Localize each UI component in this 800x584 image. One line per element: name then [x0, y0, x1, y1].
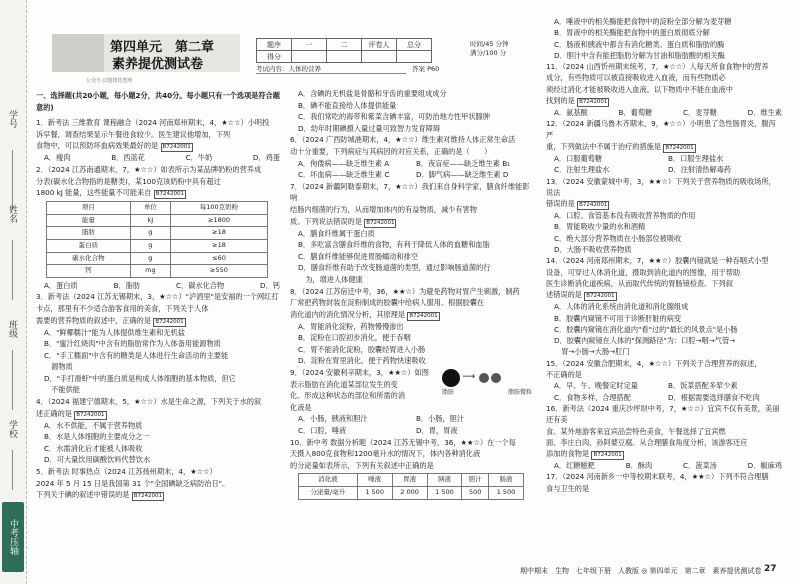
question-6 [290, 134, 534, 180]
table-cell: ≤60 [170, 252, 267, 265]
option: C．牛奶 [185, 153, 213, 163]
question-4 [36, 396, 280, 466]
q-line: 6．（2024 广西防城港期末，4，★☆☆）维生素对维持人体正常生命活 [290, 135, 516, 145]
option: C．胃不能消化淀粉，胶囊经胃进入小肠 [298, 344, 426, 354]
option: D．幼年时期碘摄入量过量可致智力发育障碍 [298, 123, 441, 133]
option: B．小肠，胆汁 [416, 414, 465, 424]
option: D．可大量饮用碳酸饮料代替饮水 [44, 455, 151, 465]
option: C．菠菜汤 [683, 461, 717, 471]
table-cell: 胆汁 [462, 474, 489, 487]
question-8 [290, 286, 534, 368]
time-limit: 时间/45 分钟 [470, 40, 509, 48]
table-cell: 钙 [47, 265, 131, 278]
q-line: 述正确的是 [36, 408, 72, 418]
label-school: 学校 [7, 420, 17, 438]
q-line: 结肠内细菌的行为，从而增加体内的有益物质，减少有害物 [290, 204, 477, 214]
q-line: 13．（2024 安徽蒙城中考，3，★★☆）下列关于营养物质的吸收场所，说法 [546, 176, 776, 197]
option: 源物质 [44, 362, 73, 372]
arrow-right-icon: ⟶ [462, 372, 476, 383]
option: D．胃，胃液 [416, 426, 458, 436]
score-cell [292, 51, 327, 63]
exam-meta [470, 40, 509, 58]
table-cell: 蛋白质 [47, 239, 131, 252]
option: A．佝偻病——缺乏维生素 A [298, 158, 390, 168]
question-14 [546, 255, 782, 357]
title-banner [52, 34, 240, 72]
label-name: 姓名 [7, 205, 17, 223]
score-cell: 题序 [257, 39, 292, 51]
score-table [256, 38, 432, 63]
score-cell: 二 [327, 39, 362, 51]
code-box: B7242001 [162, 144, 191, 151]
option: C．胶囊内窥镜在消化道内"看"过的"最长的风景点"是小肠 [554, 324, 738, 334]
question-9 [290, 367, 534, 437]
fat-diagram [442, 369, 532, 399]
option: D．胶囊内窥镜在人体的"探测路径"为：口腔→咽→气管→ [554, 336, 736, 346]
q-line: 14．（2024 河南郑州期末，7，★★☆）胶囊内镜就是一种吞咽式小型 [546, 256, 769, 266]
question-13 [546, 176, 782, 256]
banner-illustration [52, 34, 104, 72]
code-box: B7242001 [133, 493, 163, 500]
option: B．胃能吸收少量的水和酒精 [554, 222, 646, 232]
score-cell [362, 51, 397, 63]
q-line: 医生诊断消化道疾病，从而取代传统的胃肠镜检查。下列叙 [546, 278, 733, 288]
option: C．坏血病——缺乏维生素 C [298, 170, 390, 180]
table-cell: 项目 [47, 202, 131, 215]
code-box: B7242001 [593, 452, 622, 459]
title-line-2: 素养提优测试卷 [112, 57, 204, 72]
fill-line [12, 350, 13, 410]
q-line: 7．（2024 新疆阿勒泰期末，7，★☆☆）我们来自身科学家，膳食纤维能影响 [290, 181, 530, 203]
option: C．绝大部分营养物质在小肠部位被吸收 [554, 233, 682, 243]
option: D．淀粉在胃里消化，便于药物快速吸收 [298, 356, 426, 366]
option: B．淀粉在口腔初步消化，便于吞咽 [298, 333, 411, 343]
q-line: 2024 年 5 月 15 日是我国第 31 个"全国碘缺乏病防治日"。 [36, 478, 230, 488]
table-cell: 碳水化合物 [47, 252, 131, 265]
code-box: B7242001 [366, 219, 395, 226]
q-line: 质。下列说法错误的是 [290, 216, 362, 226]
code-box: B7242001 [579, 202, 608, 209]
code-box: B7242001 [665, 144, 694, 151]
table-cell: 唾液 [357, 474, 392, 487]
table-cell: g [130, 239, 170, 252]
option: D．大肠不吸收营养物质 [554, 245, 632, 255]
q-line: 下列关于碘的叙述中错误的是 [36, 490, 130, 500]
option: C．食物多样，合理搭配 [554, 392, 631, 402]
question-16 [546, 403, 782, 471]
q-line: 天摄入800克食物和1200毫升水的情况下，体内各种消化液 [290, 449, 481, 459]
option: C．碳水化合物 [175, 280, 225, 290]
score-cell: 得分 [257, 51, 292, 63]
banner-subtitle: 公众号·试题精选整理 [86, 78, 133, 84]
option: A．瘦肉 [44, 153, 71, 163]
option: A．"鲜椰糯汁"能为人体提供维生素和无机盐 [44, 327, 185, 337]
table-cell: 1 500 [489, 487, 524, 500]
question-17 [546, 471, 782, 494]
q-line: 10．新中考 数据分析题（2024 江苏无锡中考，36，★★☆）在一个每 [290, 437, 516, 447]
table-cell: 1 500 [427, 487, 462, 500]
q-line: 分表(碳水化合物指的是糖类)，某100克该奶粉中具有超过 [36, 176, 221, 186]
brand-logo: 中考压轴 [2, 502, 24, 572]
diagram-label: 脂肪 [442, 389, 455, 397]
question-10 [290, 437, 534, 500]
column-middle [290, 88, 534, 500]
option: 为，增进人体健康 [298, 274, 363, 284]
q-line: 16．新考法（2024 重庆沙坪坝中考，7，★☆☆）宜宾不仅有美景，美丽还有美 [546, 403, 780, 425]
code-box: B7242001 [579, 99, 608, 106]
option: B．胶囊内窥镜不可用于诊断肝脏的病变 [554, 313, 682, 323]
table-cell: mg [130, 265, 170, 278]
option: A．膳食纤维属于蛋白质 [298, 228, 375, 238]
table-cell: 消化液 [299, 474, 358, 487]
option: A．唾液中的相关酶能把食物中的淀粉全部分解为麦芽糖 [554, 17, 732, 26]
option: D．注射清热解毒药 [668, 165, 732, 175]
q-line: 食与卫生的是 [546, 483, 590, 493]
q-line: 17．（2024 河南新乡一中等校期末联考，4，★★☆）下列不符合理膳 [546, 472, 769, 482]
q-line: 述错误的是 [546, 290, 582, 300]
score-cell [327, 51, 362, 63]
table-cell: ≥550 [170, 265, 267, 278]
option: A．氨基酸 [554, 108, 588, 118]
q-line: 化。形成这种状态的部位和所需的消 [290, 391, 406, 401]
q-line: 2．（2024 江苏南通期末，7，★☆☆）如表所示为某品牌奶粉的营养成 [36, 164, 262, 174]
table-cell: 胰液 [427, 474, 462, 487]
score-cell: 总分 [397, 39, 432, 51]
section-heading: 一、选择题(共20小题，每小题2分，共40分。每小题只有一个选项是符合题意的) [36, 91, 280, 112]
option: A．水不供能，不属于营养物质 [44, 420, 143, 430]
code-box: B7242001 [76, 411, 105, 418]
question-7 [290, 181, 534, 286]
q-line: 不正确的是 [546, 370, 582, 380]
table-cell: 单位 [130, 202, 170, 215]
q-line: 动十分重要，下列病症与其病因的对应关系，正确的是（ ） [290, 146, 492, 156]
code-box: B7242001 [155, 191, 184, 198]
table-cell: g [130, 227, 170, 240]
table-cell: 1 500 [357, 487, 392, 500]
question-2 [36, 164, 280, 291]
option: D．"手打滑虾"中的蛋白质是构成人体细胞的基本物质，但它 [44, 373, 236, 383]
question-1 [36, 117, 280, 164]
option: C．我们常吃的海带和紫菜含碘丰富，可防治地方性甲状腺肿 [298, 112, 490, 122]
option: D．维生素 [747, 108, 782, 118]
page-number: 27 [764, 564, 777, 574]
q-line: 错误的是 [546, 199, 575, 209]
option: C．"手工糯面"中含有的糖类是人体进行生命活动的主要能 [44, 350, 229, 360]
q-line: 添加的食物是 [546, 449, 590, 459]
answer-ref: 答案 P60 [412, 65, 440, 73]
total-score: 满分/100 分 [470, 49, 507, 57]
score-cell: 一 [292, 39, 327, 51]
q-line: 1800 kJ 能量，这些能量不可能来自 [36, 188, 152, 198]
q-line: 找到的是 [546, 96, 575, 106]
option: D．钙 [260, 280, 280, 290]
q-line: 12．（2024 新疆乌鲁木齐期末，9，★☆☆）小明患了急性肠胃炎，腹泻严 [546, 119, 776, 140]
column-left [36, 90, 280, 501]
option: C．膳食纤维能够促进胃肠蠕动和排空 [298, 251, 419, 261]
q-line: 化液是 [290, 402, 312, 412]
option: B．脂肪 [113, 280, 141, 290]
table-cell: 脂肪 [47, 227, 131, 240]
q-line: 3．新考法（2024 江苏无锡期末，3，★☆☆）"泸酒里"是安福的一个网红打 [36, 292, 279, 302]
option: B．口服生理盐水 [668, 153, 724, 163]
q-line: 成分，有些物质可以被直接吸收进入血液，而有些物质必 [546, 73, 726, 83]
question-15 [546, 358, 782, 403]
option: C．注射生理盐水 [554, 165, 610, 175]
option: C．肠液和胰液中都含有消化糖类、蛋白质和脂肪的酶 [554, 39, 725, 49]
option: A．胃能消化淀粉，药物慢慢渗出 [298, 321, 404, 331]
q-line: 厂常把药物封装在淀粉制成的胶囊中给病人服用。根据胶囊在 [290, 298, 485, 308]
code-box: B7242001 [586, 293, 615, 300]
option: A．早、午、晚餐定时定量 [554, 381, 638, 391]
q-line: 11．（2024 山西忻州期末统考，7，★☆☆）人每天所食食物中的营养 [546, 62, 769, 72]
fat-particle-shape [491, 373, 501, 383]
question-11 [546, 61, 782, 118]
option: D．胆汁中含有能把脂肪分解为甘油和脂肪酸的相关酶 [554, 50, 725, 60]
option: B．胃液中的相关酶能把食物中的蛋白质彻底分解 [554, 28, 710, 38]
option: B．夜盲症——缺乏维生素 B₁ [416, 158, 511, 168]
table-cell: ≥1800 [170, 214, 267, 227]
option: A．蛋白质 [44, 280, 78, 290]
table-cell: ≥18 [170, 227, 267, 240]
fill-line [12, 450, 13, 490]
option: A．口腔、食管基本没有吸收营养物质的作用 [554, 211, 696, 221]
secretion-table [298, 473, 524, 499]
option: B．葡萄糖 [618, 108, 653, 118]
option: A．含碘的无机盐是骨骼和牙齿的重要组成成分 [298, 89, 447, 98]
option: 胃→小肠→大肠→肛门 [554, 347, 630, 357]
table-cell: kJ [130, 214, 170, 227]
q-line: 面、李庄白肉、孙阿婆豆腐。从合理膳食角度分析，该游客还应 [546, 437, 748, 447]
option: A．人体的消化系统由消化道和消化腺组成 [554, 302, 689, 312]
q-line: 设备，可穿过人体消化道，摄取到消化道内的图像，用于帮助 [546, 267, 741, 277]
code-box: B7242001 [409, 312, 438, 319]
option: B．酥肉 [625, 461, 653, 471]
label-class: 班级 [7, 320, 17, 338]
binding-strip [0, 0, 27, 584]
q-line: 5．新考法 时事热点（2024 江苏扬州期末，4，★☆☆） [36, 467, 217, 477]
option: B．碘不能直接给人体提供能量 [298, 100, 397, 110]
option: A．红糖糍粑 [554, 461, 595, 471]
option: D．根据需要选择膳食不吃肉 [668, 392, 760, 402]
table-cell: 500 [462, 487, 489, 500]
label-student-id: 学号 [7, 110, 17, 128]
option: B．水是人体细胞的主要成分之一 [44, 432, 150, 442]
fat-particle-shape [479, 373, 489, 383]
question-3 [36, 291, 280, 396]
fat-droplet-shape [442, 369, 460, 387]
option: D．鸡蛋 [252, 153, 280, 163]
code-box: B7242001 [155, 318, 184, 325]
fill-line [12, 150, 13, 210]
nutrition-table [46, 201, 268, 278]
exam-content: 考试内容：人体的营养 [256, 64, 406, 74]
option: B．饭菜搭配多荤少素 [668, 381, 738, 391]
q-line: 的分泌量如表所示，下列有关叙述中正确的是 [290, 460, 434, 470]
q-line: 须经过消化才能被吸收进入血液。以下物质中不能在血液中 [546, 84, 733, 94]
table-cell: 肠液 [489, 474, 524, 487]
question-12 [546, 118, 782, 175]
option: B．西蓝花 [111, 153, 145, 163]
q-line: 需要的营养物质的叙述中，正确的是 [36, 315, 152, 325]
diagram-label: 脂肪微粒 [507, 389, 532, 397]
option: A．口服葡萄糖 [554, 153, 603, 163]
option: A．小肠，胰液和胆汁 [298, 414, 368, 424]
option: 不能供能 [44, 385, 80, 395]
q-line: 15．（2024 安徽合肥期末，4，★☆☆）下列关于合理营养的叙述， [546, 358, 762, 368]
option: C．麦芽糖 [683, 108, 717, 118]
q-line: 表示脂肪在消化道某部位发生的变 [290, 379, 398, 389]
q-line: 9．（2024 安徽利辛期末，3，★★☆）如图 [290, 368, 429, 378]
option: D．椒麻鸡 [747, 461, 782, 471]
score-cell [397, 51, 432, 63]
question-5 [36, 466, 280, 501]
fill-line [12, 240, 13, 300]
q-line: 食。某外地游客来宜宾品尝特色美食，午餐选择了宜宾燃 [546, 426, 726, 436]
table-cell: ≥18 [170, 239, 267, 252]
q-line: 8．（2024 江苏宿迁中考，36，★★☆）为避免药物对胃产生刺激，制药 [290, 286, 520, 296]
option: B．"蜜汁红烧肉"中含有的脂肪常作为人体备用能源物质 [44, 339, 221, 349]
option: C．水需消化后才能被人体吸收 [44, 443, 143, 453]
option: D．脚气病——缺乏维生素 D [416, 170, 509, 180]
page-footer: 期中期末 生物 七年级下册 人教版 ◎ 第四单元 第二章 素养提优测试卷 [520, 567, 762, 575]
q-line: 诉早餐，调查结果显示午餐进食较少。医生建议他增加，下列 [36, 129, 231, 139]
table-cell: 胃液 [392, 474, 427, 487]
table-cell: 2 000 [392, 487, 427, 500]
q-line: 消化道内的消化情况分析，其原理是 [290, 309, 406, 319]
q-line: 卡点，那里有不少适合游客食用的美食，下列关于人体 [36, 303, 209, 313]
q-line: 4．（2024 福建宁德期末，5，★☆☆）水是生命之源，下列关于水的叙 [36, 397, 262, 407]
option: C．口腔，唾液 [298, 426, 347, 436]
title-line-1: 第四单元 第二章 [110, 40, 215, 55]
table-cell: g [130, 252, 170, 265]
option: B．多吃富含膳食纤维的食物，有利于降低人体的血糖和血脂 [298, 240, 490, 250]
q-line: 食物中，可以预防坏血病效果最好的是 [36, 141, 159, 151]
score-cell: 评卷人 [362, 39, 397, 51]
table-cell: 分泌量/毫升 [299, 487, 358, 500]
q-line: 重，下列做法中不属于治疗的措施是 [546, 141, 662, 151]
q-line: 1．新考法 三维教育 课程融合（2024 河南郑州期末，4，★☆☆）小明投 [36, 118, 270, 128]
option: D．膳食纤维有助于改变肠道菌的类型，通过影响肠道菌的行 [298, 263, 491, 273]
table-cell: 每100克奶粉 [170, 202, 267, 215]
table-cell: 能量 [47, 214, 131, 227]
column-right [546, 16, 782, 494]
